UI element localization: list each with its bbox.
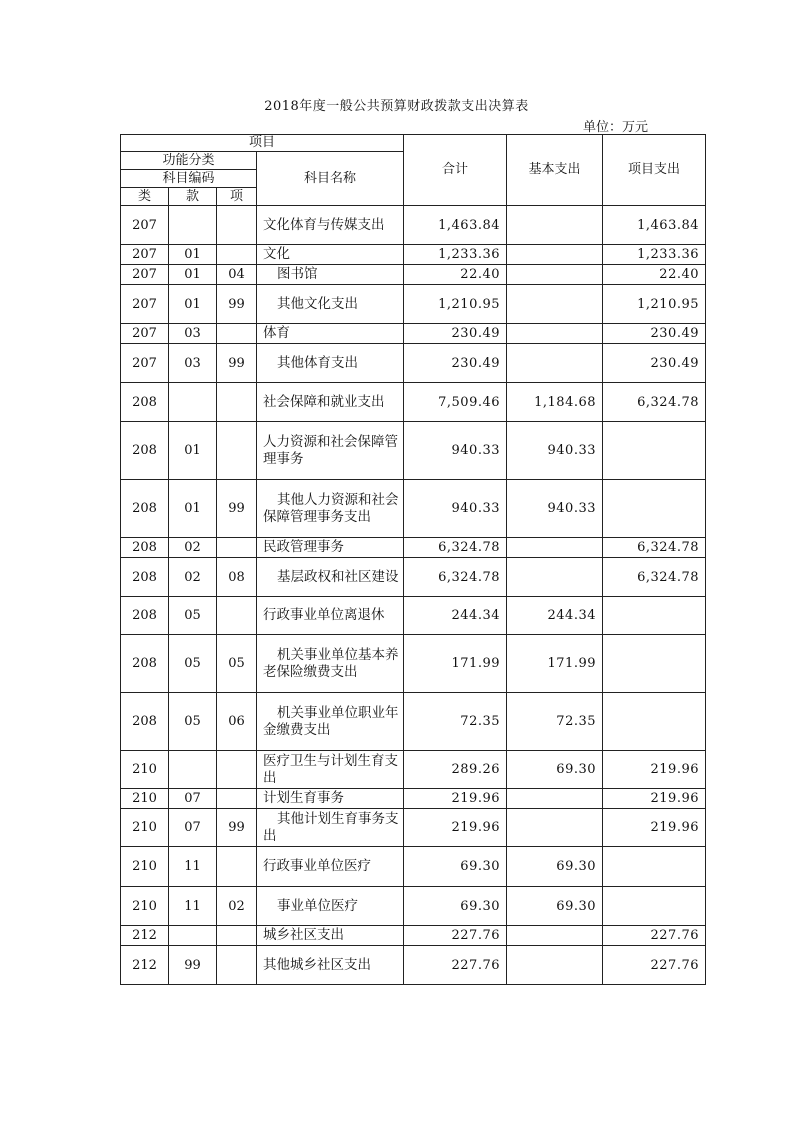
cell-jiben: 72.35 <box>507 693 603 751</box>
cell-name: 城乡社区支出 <box>257 926 404 946</box>
cell-heji: 69.30 <box>404 847 507 887</box>
cell-xiangmu: 6,324.78 <box>603 538 706 558</box>
cell-jiben <box>507 344 603 383</box>
cell-kuan: 07 <box>169 809 217 847</box>
cell-heji: 289.26 <box>404 751 507 789</box>
table-row <box>121 245 706 265</box>
cell-name: 其他计划生育事务支出 <box>257 809 404 847</box>
cell-xiang: 99 <box>217 285 257 324</box>
cell-xiang <box>217 751 257 789</box>
cell-name: 其他文化支出 <box>257 285 404 324</box>
cell-xiang: 99 <box>217 344 257 383</box>
cell-name: 事业单位医疗 <box>257 887 404 926</box>
table-row <box>121 946 706 985</box>
cell-lei: 208 <box>121 597 169 635</box>
cell-heji: 69.30 <box>404 887 507 926</box>
cell-heji: 72.35 <box>404 693 507 751</box>
cell-jiben <box>507 245 603 265</box>
cell-heji: 6,324.78 <box>404 558 507 597</box>
table-row <box>121 926 706 946</box>
cell-jiben: 69.30 <box>507 847 603 887</box>
cell-xiangmu <box>603 422 706 480</box>
cell-name: 其他体育支出 <box>257 344 404 383</box>
cell-jiben <box>507 946 603 985</box>
cell-jiben: 244.34 <box>507 597 603 635</box>
cell-heji: 227.76 <box>404 946 507 985</box>
cell-jiben <box>507 324 603 344</box>
unit-label: 单位：万元 <box>583 120 649 135</box>
table-row <box>121 265 706 285</box>
cell-name: 人力资源和社会保障管理事务 <box>257 422 404 480</box>
cell-lei: 208 <box>121 383 169 422</box>
cell-kuan: 05 <box>169 597 217 635</box>
cell-kuan: 01 <box>169 422 217 480</box>
cell-lei: 208 <box>121 538 169 558</box>
cell-jiben <box>507 285 603 324</box>
table-row <box>121 538 706 558</box>
cell-xiangmu: 1,463.84 <box>603 206 706 245</box>
cell-lei: 207 <box>121 206 169 245</box>
cell-jiben <box>507 789 603 809</box>
header-jiben: 基本支出 <box>507 135 603 206</box>
cell-name: 其他人力资源和社会保障管理事务支出 <box>257 480 404 538</box>
cell-name: 行政事业单位离退休 <box>257 597 404 635</box>
cell-jiben: 1,184.68 <box>507 383 603 422</box>
cell-lei: 212 <box>121 946 169 985</box>
cell-xiang <box>217 422 257 480</box>
cell-name: 体育 <box>257 324 404 344</box>
cell-heji: 171.99 <box>404 635 507 693</box>
header-xiangmu-zhichu: 项目支出 <box>603 135 706 206</box>
cell-heji: 1,233.36 <box>404 245 507 265</box>
cell-name: 基层政权和社区建设 <box>257 558 404 597</box>
cell-kuan <box>169 383 217 422</box>
cell-lei: 210 <box>121 751 169 789</box>
cell-jiben: 171.99 <box>507 635 603 693</box>
header-kemu-code: 科目编码 <box>121 170 257 188</box>
table-row <box>121 285 706 324</box>
header-kuan: 款 <box>169 188 217 206</box>
cell-jiben <box>507 558 603 597</box>
cell-xiang <box>217 383 257 422</box>
cell-xiangmu: 227.76 <box>603 946 706 985</box>
table-row <box>121 422 706 480</box>
cell-name: 社会保障和就业支出 <box>257 383 404 422</box>
cell-lei: 210 <box>121 847 169 887</box>
cell-kuan <box>169 751 217 789</box>
cell-xiang <box>217 847 257 887</box>
cell-xiang: 06 <box>217 693 257 751</box>
table-row <box>121 558 706 597</box>
cell-heji: 1,463.84 <box>404 206 507 245</box>
cell-heji: 227.76 <box>404 926 507 946</box>
table-row <box>121 324 706 344</box>
cell-jiben <box>507 926 603 946</box>
cell-lei: 207 <box>121 324 169 344</box>
cell-xiangmu <box>603 635 706 693</box>
cell-xiangmu: 219.96 <box>603 751 706 789</box>
cell-kuan: 07 <box>169 789 217 809</box>
table-row <box>121 847 706 887</box>
table-row <box>121 635 706 693</box>
cell-lei: 210 <box>121 887 169 926</box>
cell-lei: 208 <box>121 693 169 751</box>
cell-jiben: 940.33 <box>507 422 603 480</box>
cell-heji: 940.33 <box>404 422 507 480</box>
cell-name: 文化体育与传媒支出 <box>257 206 404 245</box>
cell-heji: 22.40 <box>404 265 507 285</box>
cell-name: 文化 <box>257 245 404 265</box>
cell-xiangmu: 230.49 <box>603 324 706 344</box>
cell-lei: 208 <box>121 480 169 538</box>
cell-kuan: 01 <box>169 265 217 285</box>
cell-heji: 940.33 <box>404 480 507 538</box>
cell-xiangmu: 219.96 <box>603 789 706 809</box>
cell-kuan: 02 <box>169 538 217 558</box>
cell-heji: 230.49 <box>404 344 507 383</box>
cell-name: 医疗卫生与计划生育支出 <box>257 751 404 789</box>
cell-xiang: 08 <box>217 558 257 597</box>
cell-name: 民政管理事务 <box>257 538 404 558</box>
header-heji: 合计 <box>404 135 507 206</box>
budget-table <box>120 134 706 985</box>
cell-lei: 207 <box>121 265 169 285</box>
table-row <box>121 751 706 789</box>
cell-xiang <box>217 206 257 245</box>
header-kemu-name: 科目名称 <box>257 152 404 206</box>
cell-xiang <box>217 789 257 809</box>
table-row <box>121 383 706 422</box>
cell-kuan: 01 <box>169 285 217 324</box>
cell-xiangmu: 1,210.95 <box>603 285 706 324</box>
cell-kuan: 99 <box>169 946 217 985</box>
cell-name: 机关事业单位基本养老保险缴费支出 <box>257 635 404 693</box>
cell-kuan: 11 <box>169 887 217 926</box>
cell-kuan <box>169 206 217 245</box>
cell-jiben: 940.33 <box>507 480 603 538</box>
cell-xiangmu: 230.49 <box>603 344 706 383</box>
cell-kuan: 01 <box>169 245 217 265</box>
table-row <box>121 693 706 751</box>
cell-name: 计划生育事务 <box>257 789 404 809</box>
cell-heji: 7,509.46 <box>404 383 507 422</box>
cell-xiang: 02 <box>217 887 257 926</box>
cell-lei: 210 <box>121 789 169 809</box>
cell-lei: 207 <box>121 245 169 265</box>
cell-xiang: 04 <box>217 265 257 285</box>
cell-xiang: 99 <box>217 809 257 847</box>
table-row <box>121 887 706 926</box>
cell-lei: 208 <box>121 422 169 480</box>
cell-name: 图书馆 <box>257 265 404 285</box>
cell-lei: 210 <box>121 809 169 847</box>
cell-xiangmu: 219.96 <box>603 809 706 847</box>
cell-name: 行政事业单位医疗 <box>257 847 404 887</box>
table-row <box>121 480 706 538</box>
cell-xiangmu <box>603 847 706 887</box>
cell-xiangmu <box>603 693 706 751</box>
cell-kuan: 05 <box>169 693 217 751</box>
table-row <box>121 597 706 635</box>
header-xiang: 项 <box>217 188 257 206</box>
cell-xiangmu <box>603 480 706 538</box>
cell-xiang <box>217 946 257 985</box>
header-lei: 类 <box>121 188 169 206</box>
cell-lei: 207 <box>121 285 169 324</box>
cell-lei: 208 <box>121 558 169 597</box>
table-row <box>121 809 706 847</box>
cell-xiang: 05 <box>217 635 257 693</box>
cell-kuan: 11 <box>169 847 217 887</box>
cell-xiangmu: 6,324.78 <box>603 383 706 422</box>
cell-heji: 6,324.78 <box>404 538 507 558</box>
cell-xiangmu: 1,233.36 <box>603 245 706 265</box>
cell-xiangmu <box>603 597 706 635</box>
header-gongneng: 功能分类 <box>121 152 257 170</box>
cell-jiben <box>507 538 603 558</box>
cell-lei: 207 <box>121 344 169 383</box>
cell-kuan: 03 <box>169 344 217 383</box>
cell-xiang <box>217 538 257 558</box>
cell-jiben <box>507 265 603 285</box>
cell-xiang <box>217 597 257 635</box>
cell-jiben <box>507 809 603 847</box>
cell-xiangmu: 22.40 <box>603 265 706 285</box>
cell-jiben: 69.30 <box>507 887 603 926</box>
header-xiangmu: 项目 <box>121 135 404 152</box>
cell-xiang <box>217 245 257 265</box>
cell-heji: 219.96 <box>404 809 507 847</box>
cell-jiben: 69.30 <box>507 751 603 789</box>
cell-kuan <box>169 926 217 946</box>
cell-lei: 208 <box>121 635 169 693</box>
cell-heji: 219.96 <box>404 789 507 809</box>
cell-xiangmu: 6,324.78 <box>603 558 706 597</box>
cell-heji: 230.49 <box>404 324 507 344</box>
cell-xiangmu <box>603 887 706 926</box>
cell-xiang <box>217 926 257 946</box>
cell-xiangmu: 227.76 <box>603 926 706 946</box>
cell-heji: 1,210.95 <box>404 285 507 324</box>
table-row <box>121 206 706 245</box>
table-row <box>121 344 706 383</box>
cell-lei: 212 <box>121 926 169 946</box>
table-row <box>121 789 706 809</box>
cell-kuan: 03 <box>169 324 217 344</box>
cell-kuan: 05 <box>169 635 217 693</box>
cell-xiang: 99 <box>217 480 257 538</box>
cell-heji: 244.34 <box>404 597 507 635</box>
cell-xiang <box>217 324 257 344</box>
table-body <box>121 206 706 985</box>
cell-kuan: 01 <box>169 480 217 538</box>
page-title: 2018年度一般公共预算财政拨款支出决算表 <box>264 99 529 114</box>
cell-kuan: 02 <box>169 558 217 597</box>
cell-jiben <box>507 206 603 245</box>
cell-name: 机关事业单位职业年金缴费支出 <box>257 693 404 751</box>
cell-name: 其他城乡社区支出 <box>257 946 404 985</box>
